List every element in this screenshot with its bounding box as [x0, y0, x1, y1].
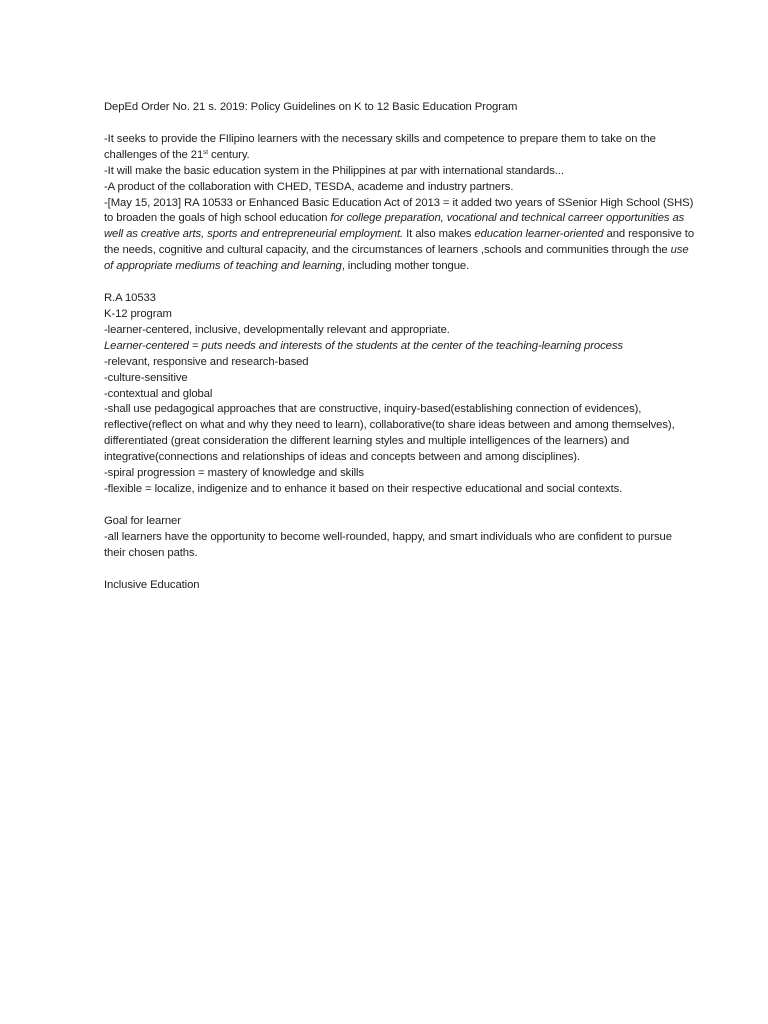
ra-line: -learner-centered, inclusive, developmentally relevant and appropriate. [104, 323, 450, 336]
intro-paragraph-2: -It will make the basic education system in the Philippines at par with international standards... [104, 164, 564, 177]
ra-subheading: K-12 program [104, 307, 172, 320]
intro-paragraph-4: -[May 15, 2013] RA 10533 or Enhanced Basic Education Act of 2013 = it added two years of SSenior High School (SHS) to broaden the goals of high school education for college preparation, vocational and technical carreer opportunities as well as creative arts, sports and entrepreneurial employment. It also makes education learner-oriented and responsive to the needs, cognitive and cultural capacity, and the circumstances of learners ,schools and communities through the use of appropriate mediums of teaching and learning, including mother tongue. [104, 196, 695, 273]
spacer [104, 562, 696, 578]
spacer [104, 275, 696, 291]
inclusive-heading: Inclusive Education [104, 578, 200, 591]
document-title: DepEd Order No. 21 s. 2019: Policy Guidelines on K to 12 Basic Education Program [104, 101, 518, 113]
ra-line: -shall use pedagogical approaches that are constructive, inquiry-based(establishing connection of evidences), reflective(reflect on what and why they need to learn), collaborative(to share ideas between and among themselves), differentiated (great consideration the different learning styles and multiple intelligences of the learners) and integrative(connections and relationships of ideas and concepts between and among disciplines). [104, 403, 675, 464]
intro-paragraph-3: -A product of the collaboration with CHED, TESDA, academe and industry partners. [104, 180, 514, 193]
intro-paragraph-1: -It seeks to provide the FIlipino learners with the necessary skills and competence to prepare them to take on the challenges of the 21st century. [104, 132, 656, 161]
spacer [104, 498, 696, 514]
ra-heading: R.A 10533 [104, 292, 156, 305]
ra-line: -relevant, responsive and research-based [104, 355, 309, 368]
ra-line: -culture-sensitive [104, 371, 188, 384]
ra-definition: Learner-centered = puts needs and interests of the students at the center of the teaching-learning process [104, 339, 623, 352]
spacer [104, 116, 696, 132]
ra-line: -spiral progression = mastery of knowledge and skills [104, 467, 364, 480]
document-body [104, 100, 696, 593]
goal-line: -all learners have the opportunity to become well-rounded, happy, and smart individuals who are confident to pursue their chosen paths. [104, 530, 672, 559]
ra-line: -contextual and global [104, 387, 213, 400]
ra-line: -flexible = localize, indigenize and to enhance it based on their respective educational and social contexts. [104, 482, 623, 495]
goal-heading: Goal for learner [104, 514, 181, 527]
